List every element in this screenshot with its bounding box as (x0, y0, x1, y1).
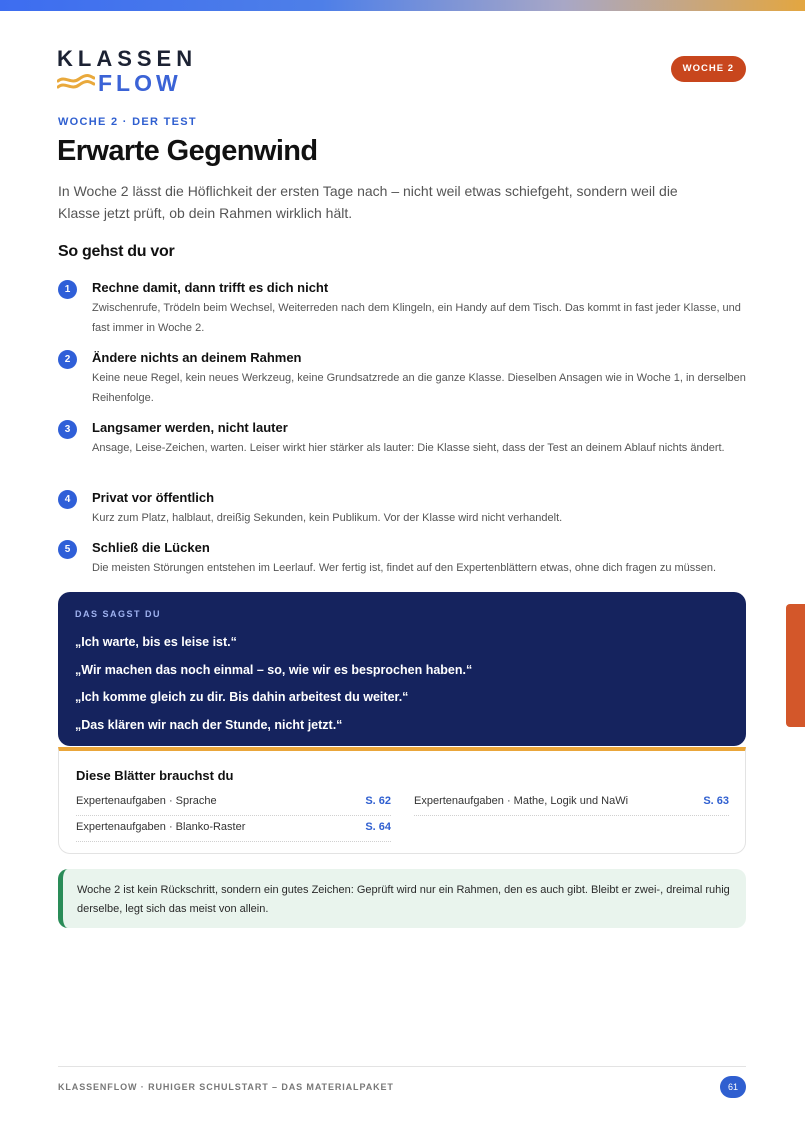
steps-list (58, 279, 748, 589)
step-title: Rechne damit, dann trifft es dich nicht (92, 280, 329, 295)
step-number-badge: 2 (58, 350, 77, 369)
wave-icon (57, 73, 95, 93)
logo-wordmark-bottom: FLOW (98, 70, 182, 96)
footer-text: KLASSENFLOW · RUHIGER SCHULSTART – DAS MATERIALPAKET (58, 1082, 394, 1092)
worksheets-box (58, 747, 746, 854)
side-chapter-tab (786, 604, 805, 727)
step-item (58, 539, 748, 589)
step-item (58, 489, 748, 539)
step-text: Zwischenrufe, Trödeln beim Wechsel, Weiterreden nach dem Klingeln, ein Handy auf dem Tisch. Das kommt in fast jeder Klasse, und fast immer in Woche 2. (92, 302, 741, 334)
step-number-badge: 4 (58, 490, 77, 509)
phrases-label: DAS SAGST DU (75, 609, 162, 619)
step-title: Ändere nichts an deinem Rahmen (92, 350, 302, 365)
step-text: Keine neue Regel, kein neues Werkzeug, keine Grundsatzrede an die ganze Klasse. Dieselben Ansagen wie in Woche 1, in derselben Reihenfolge. (92, 372, 746, 404)
phrase-item: „Ich warte, bis es leise ist.“ (75, 635, 237, 649)
tip-note: Woche 2 ist kein Rückschritt, sondern ein gutes Zeichen: Geprüft wird nur ein Rahmen, den es auch gibt. Bleibt er zwei-, dreimal ruhig derselbe, legt sich das meist von allein. (58, 869, 746, 928)
worksheet-name: Expertenaufgaben · Mathe, Logik und NaWi (414, 795, 629, 807)
worksheets-title: Diese Blätter brauchst du (76, 768, 234, 783)
step-text: Ansage, Leise-Zeichen, warten. Leiser wirkt hier stärker als lauter: Die Klasse sieht, dass der Test an deinem Ablauf nichts ändert. (92, 442, 725, 454)
step-number-badge: 3 (58, 420, 77, 439)
steps-heading: So gehst du vor (58, 243, 175, 260)
worksheet-page-link[interactable]: S. 64 (365, 821, 391, 833)
step-title: Privat vor öffentlich (92, 490, 215, 505)
section-kicker: WOCHE 2 · DER TEST (58, 116, 197, 128)
worksheet-row[interactable] (76, 790, 391, 816)
step-title: Schließ die Lücken (92, 540, 210, 555)
worksheet-page-link[interactable]: S. 63 (703, 795, 729, 807)
step-text: Kurz zum Platz, halblaut, dreißig Sekunden, kein Publikum. Vor der Klasse wird nicht verhandelt. (92, 512, 563, 524)
step-title: Langsamer werden, nicht lauter (92, 420, 288, 435)
page-title: Erwarte Gegenwind (57, 135, 318, 167)
footer-divider (58, 1066, 746, 1067)
intro-paragraph: In Woche 2 lässt die Höflichkeit der ersten Tage nach – nicht weil etwas schiefgeht, sondern weil die Klasse jetzt prüft, ob dein Rahmen wirklich hält. (58, 183, 678, 221)
klassenflow-logo (57, 47, 197, 95)
step-number-badge: 5 (58, 540, 77, 559)
step-item (58, 349, 748, 419)
worksheet-row[interactable] (414, 790, 729, 816)
phrases-box (58, 592, 746, 746)
phrases-list (75, 629, 729, 739)
phrase-item: „Wir machen das noch einmal – so, wie wir es besprochen haben.“ (75, 662, 473, 677)
worksheets-list (76, 790, 728, 846)
phrase-item: „Ich komme gleich zu dir. Bis dahin arbeitest du weiter.“ (75, 690, 409, 704)
step-text: Die meisten Störungen entstehen im Leerlauf. Wer fertig ist, findet auf den Expertenblättern etwas, ohne dich fragen zu müssen. (92, 562, 717, 574)
phrase-item: „Das klären wir nach der Stunde, nicht jetzt.“ (75, 717, 343, 732)
top-gradient-bar (0, 0, 805, 11)
week-badge: WOCHE 2 (671, 56, 746, 82)
step-item (58, 419, 748, 489)
logo-wordmark-top: KLASSEN (57, 46, 198, 71)
page-number: 61 (720, 1076, 746, 1098)
step-item (58, 279, 748, 349)
step-number-badge: 1 (58, 280, 77, 299)
worksheet-name: Expertenaufgaben · Blanko-Raster (76, 821, 246, 833)
worksheet-row[interactable] (76, 816, 391, 842)
worksheet-page-link[interactable]: S. 62 (365, 795, 391, 807)
worksheet-name: Expertenaufgaben · Sprache (76, 795, 217, 807)
